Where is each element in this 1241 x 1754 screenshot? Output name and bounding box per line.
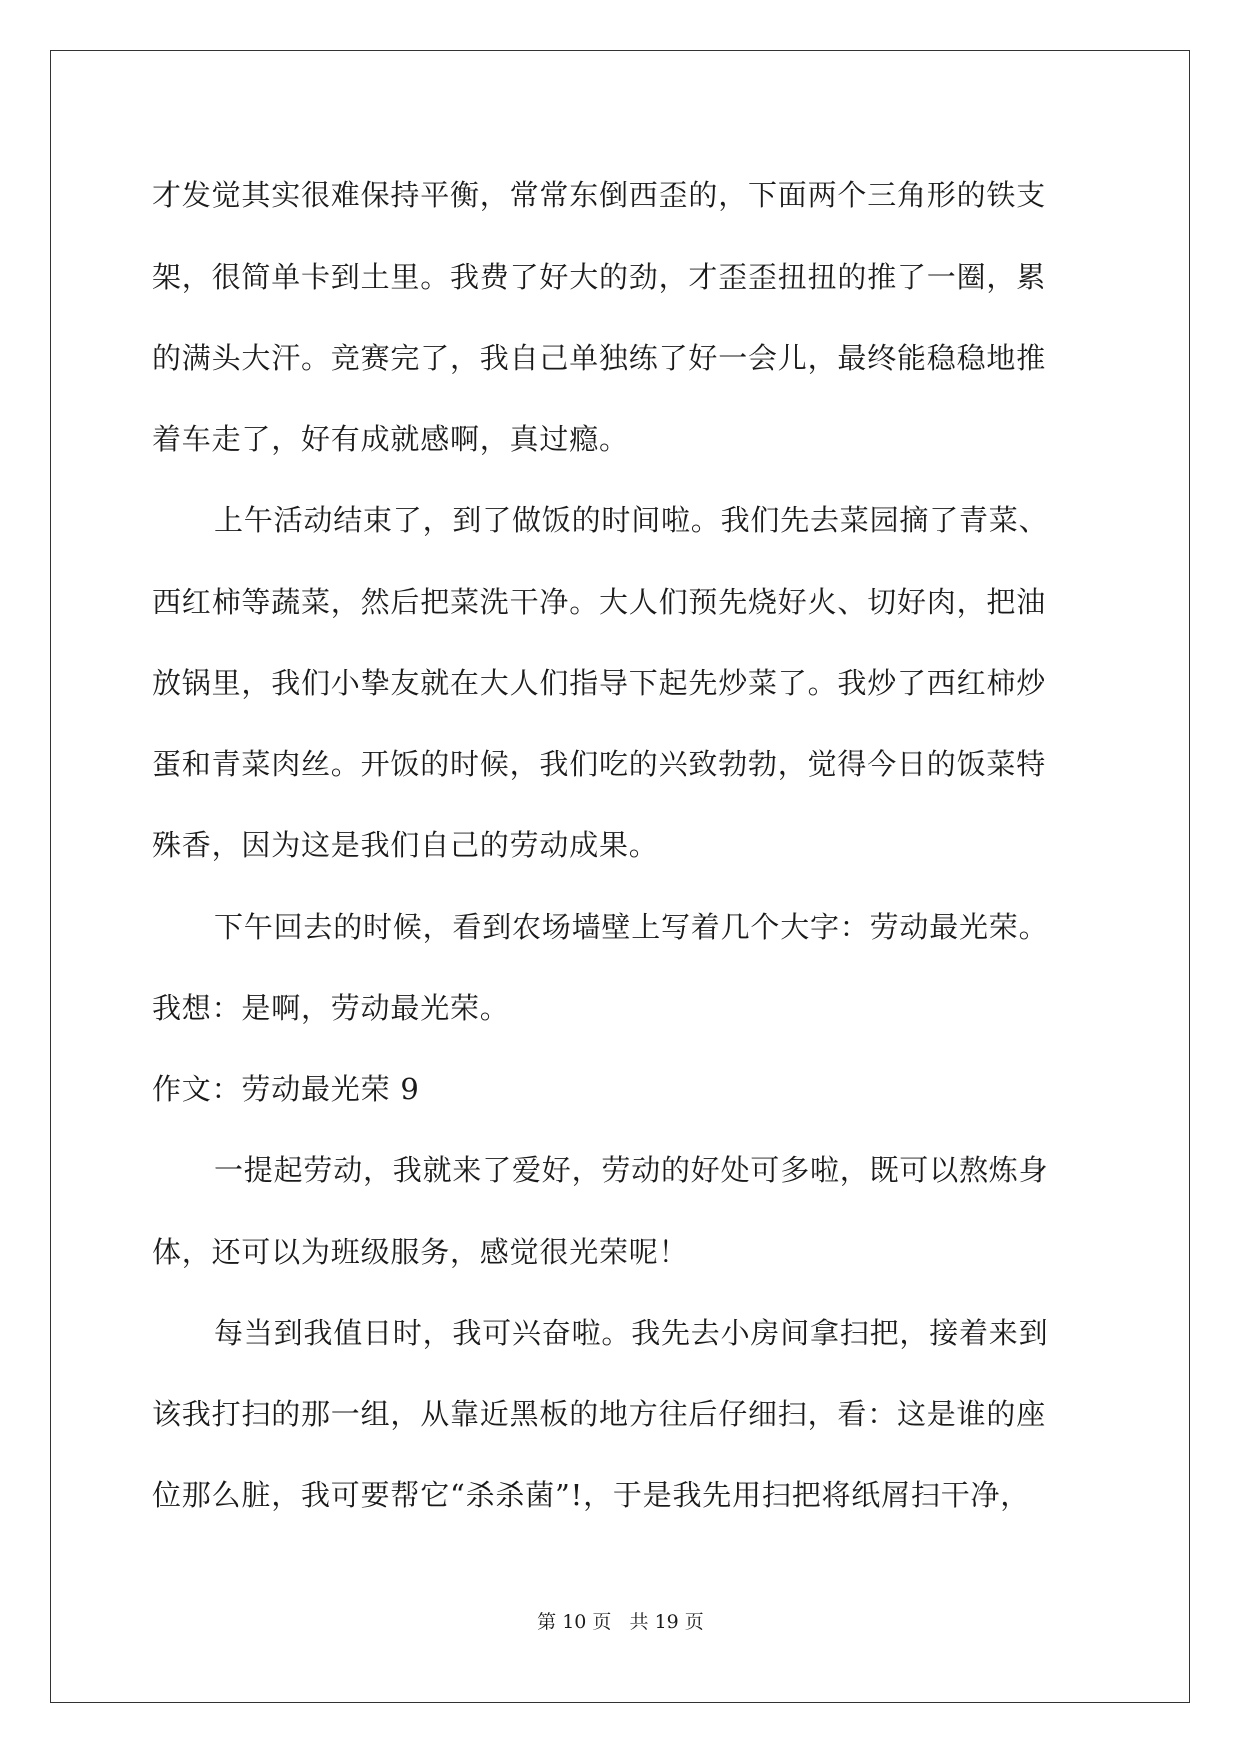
paragraph-start-line: 一提起劳动，我就来了爱好，劳动的好处可多啦，既可以熬炼身 <box>214 1153 1049 1187</box>
paragraph-start-line: 上午活动结束了，到了做饭的时间啦。我们先去菜园摘了青菜、 <box>214 503 1049 537</box>
paragraph-start-line: 下午回去的时候，看到农场墙壁上写着几个大字：劳动最光荣。 <box>214 910 1049 944</box>
text-line: 放锅里，我们小挚友就在大人们指导下起先炒菜了。我炒了西红柿炒 <box>152 666 1047 700</box>
page-border <box>50 50 1190 1703</box>
page-number-footer: 第 10 页 共 19 页 <box>537 1611 704 1633</box>
text-line: 架，很简单卡到土里。我费了好大的劲，才歪歪扭扭的推了一圈，累 <box>152 260 1047 294</box>
text-line: 西红柿等蔬菜，然后把菜洗干净。大人们预先烧好火、切好肉，把油 <box>152 585 1047 619</box>
text-line: 位那么脏，我可要帮它“杀杀菌”!，于是我先用扫把将纸屑扫干净， <box>152 1478 1031 1512</box>
text-line: 我想：是啊，劳动最光荣。 <box>152 991 510 1025</box>
text-line: 该我打扫的那一组，从靠近黑板的地方往后仔细扫，看：这是谁的座 <box>152 1397 1047 1431</box>
text-line: 着车走了，好有成就感啊，真过瘾。 <box>152 422 629 456</box>
text-line: 蛋和青菜肉丝。开饭的时候，我们吃的兴致勃勃，觉得今日的饭菜特 <box>152 747 1047 781</box>
paragraph-start-line: 每当到我值日时，我可兴奋啦。我先去小房间拿扫把，接着来到 <box>214 1316 1049 1350</box>
text-line: 体，还可以为班级服务，感觉很光荣呢！ <box>152 1235 689 1269</box>
essay-heading: 作文：劳动最光荣 9 <box>152 1072 420 1106</box>
text-line: 殊香，因为这是我们自己的劳动成果。 <box>152 828 659 862</box>
text-line: 的满头大汗。竞赛完了，我自己单独练了好一会儿，最终能稳稳地推 <box>152 341 1047 375</box>
text-line: 才发觉其实很难保持平衡，常常东倒西歪的，下面两个三角形的铁支 <box>152 178 1047 212</box>
